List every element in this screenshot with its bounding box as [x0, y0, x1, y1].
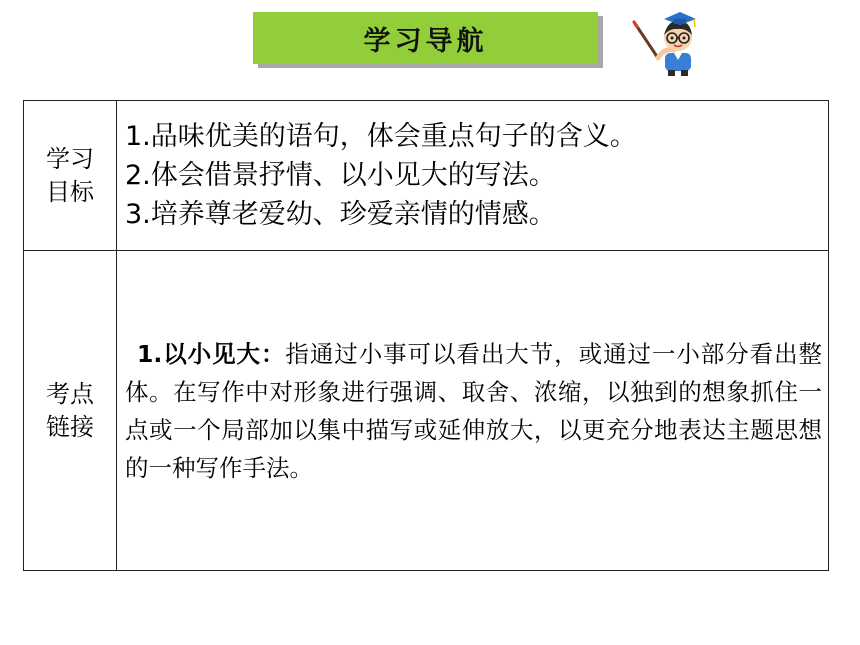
goal-item-3: 3.培养尊老爱幼、珍爱亲情的情感。 — [125, 199, 556, 230]
points-row — [24, 251, 829, 571]
points-label-cell — [24, 251, 117, 571]
points-content-cell — [117, 251, 829, 571]
study-guide-table — [23, 100, 829, 571]
goals-label-cell — [24, 101, 117, 251]
teacher-mascot-icon — [628, 8, 708, 78]
point-term: 1.以小见大： — [137, 339, 286, 368]
point-paragraph — [125, 335, 822, 487]
goals-label-line1: 学习 — [46, 144, 94, 173]
section-title-banner — [253, 12, 598, 64]
goal-item-2: 2.体会借景抒情、以小见大的写法。 — [125, 160, 556, 191]
goals-row — [24, 101, 829, 251]
section-title: 学习导航 — [363, 25, 488, 57]
point-definition: 指通过小事可以看出大节，或通过一小部分看出整体。在写作中对形象进行强调、取舍、浓缩，以独到的想象抓住一点或一个局部加以集中描写或延伸放大，以更充分地表达主题思想的一种写作手法。 — [125, 339, 823, 482]
goals-label-line2: 目标 — [46, 177, 94, 206]
points-label-line2: 链接 — [46, 412, 94, 441]
goal-item-1: 1.品味优美的语句，体会重点句子的含义。 — [125, 121, 637, 152]
goals-content-cell — [117, 101, 829, 251]
points-label-line1: 考点 — [46, 379, 94, 408]
